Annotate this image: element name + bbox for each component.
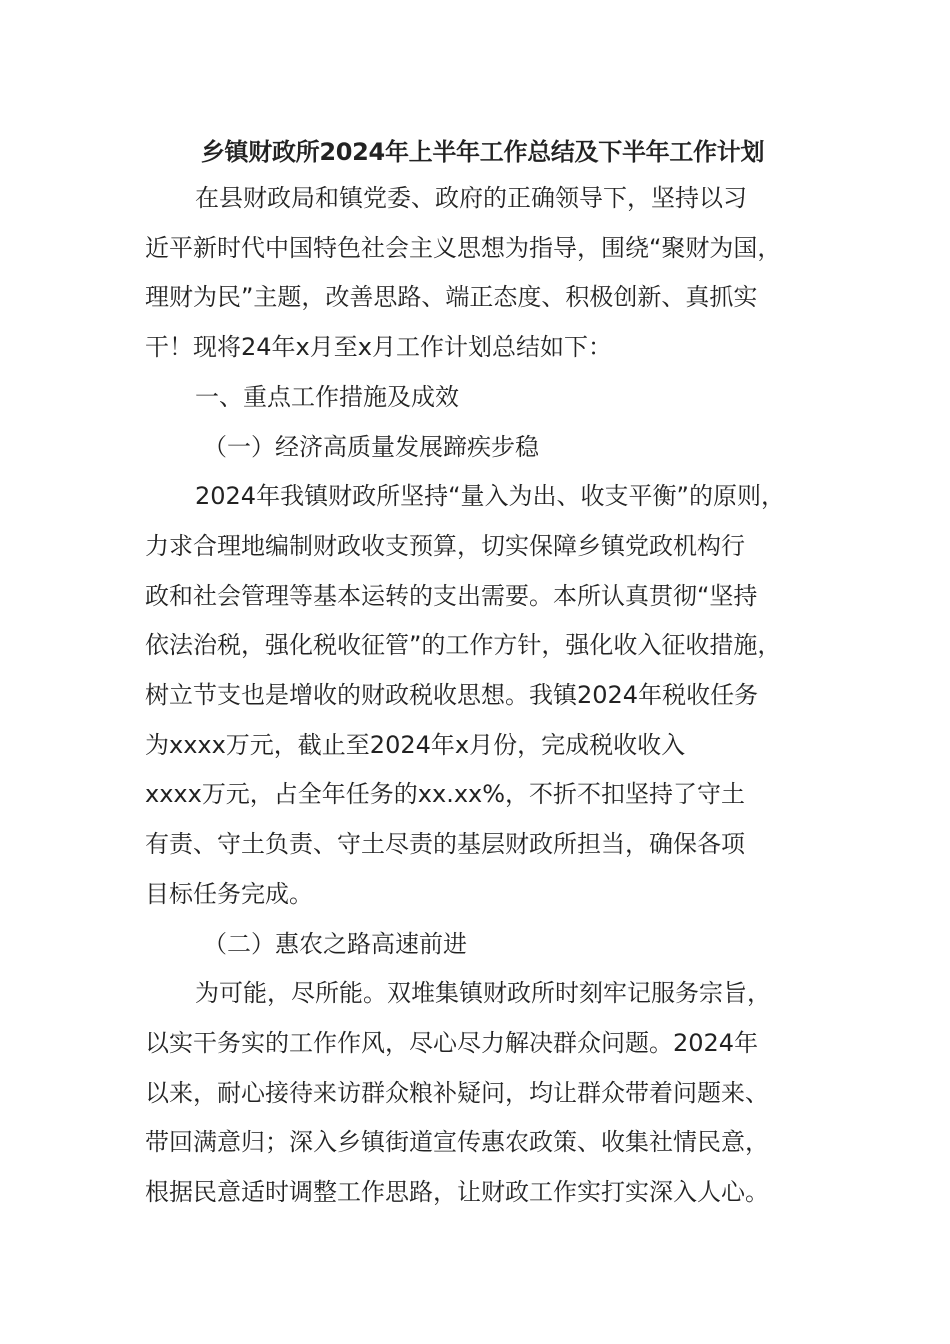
text-line: xxxx万元，占全年任务的xx.xx%，不折不扣坚持了守土 <box>145 780 746 809</box>
section-heading <box>145 373 820 423</box>
text-line: 2024年我镇财政所坚持“量入为出、收支平衡”的原则， <box>195 482 785 511</box>
intro-paragraph <box>145 174 820 373</box>
text-line: 干！现将24年x月至x月工作计划总结如下： <box>145 333 612 362</box>
text-line: 根据民意适时调整工作思路，让财政工作实打实深入人心。 <box>145 1178 769 1207</box>
text-line: 目标任务完成。 <box>145 879 313 908</box>
text-line: 带回满意归；深入乡镇街道宣传惠农政策、收集社情民意， <box>145 1128 769 1157</box>
text-line: 在县财政局和镇党委、政府的正确领导下，坚持以习 <box>195 184 747 212</box>
text-line: 政和社会管理等基本运转的支出需要。本所认真贯彻“坚持 <box>145 581 758 610</box>
text-line: 近平新时代中国特色社会主义思想为指导，围绕“聚财为国， <box>145 233 782 262</box>
text-line: 以实干务实的工作作风，尽心尽力解决群众问题。2024年 <box>145 1028 759 1057</box>
text-line: 力求合理地编制财政收支预算，切实保障乡镇党政机构行 <box>145 531 745 560</box>
text-line: （一）经济高质量发展蹄疾步稳 <box>203 432 539 461</box>
text-line: 有责、守土负责、守土尽责的基层财政所担当，确保各项 <box>145 830 745 859</box>
body-paragraph <box>145 472 820 919</box>
body-paragraph <box>145 969 820 1218</box>
text-line: 一、重点工作措施及成效 <box>195 382 459 411</box>
text-line: （二）惠农之路高速前进 <box>203 929 467 958</box>
subsection-heading <box>145 423 820 473</box>
subsection-heading <box>145 920 820 970</box>
text-line: 树立节支也是增收的财政税收思想。我镇2024年税收任务 <box>145 681 759 710</box>
text-line: 以来，耐心接待来访群众粮补疑问，均让群众带着问题来、 <box>145 1078 769 1107</box>
text-line: 为可能，尽所能。双堆集镇财政所时刻牢记服务宗旨， <box>195 979 771 1008</box>
document-page <box>145 130 820 1218</box>
text-line: 为xxxx万元，截止至2024年x月份，完成税收收入 <box>145 730 686 759</box>
text-line: 依法治税，强化税收征管”的工作方针，强化收入征收措施， <box>145 631 782 660</box>
document-title: 乡镇财政所2024年上半年工作总结及下半年工作计划 <box>200 138 765 166</box>
text-line: 理财为民”主题，改善思路、端正态度、积极创新、真抓实 <box>145 283 758 312</box>
